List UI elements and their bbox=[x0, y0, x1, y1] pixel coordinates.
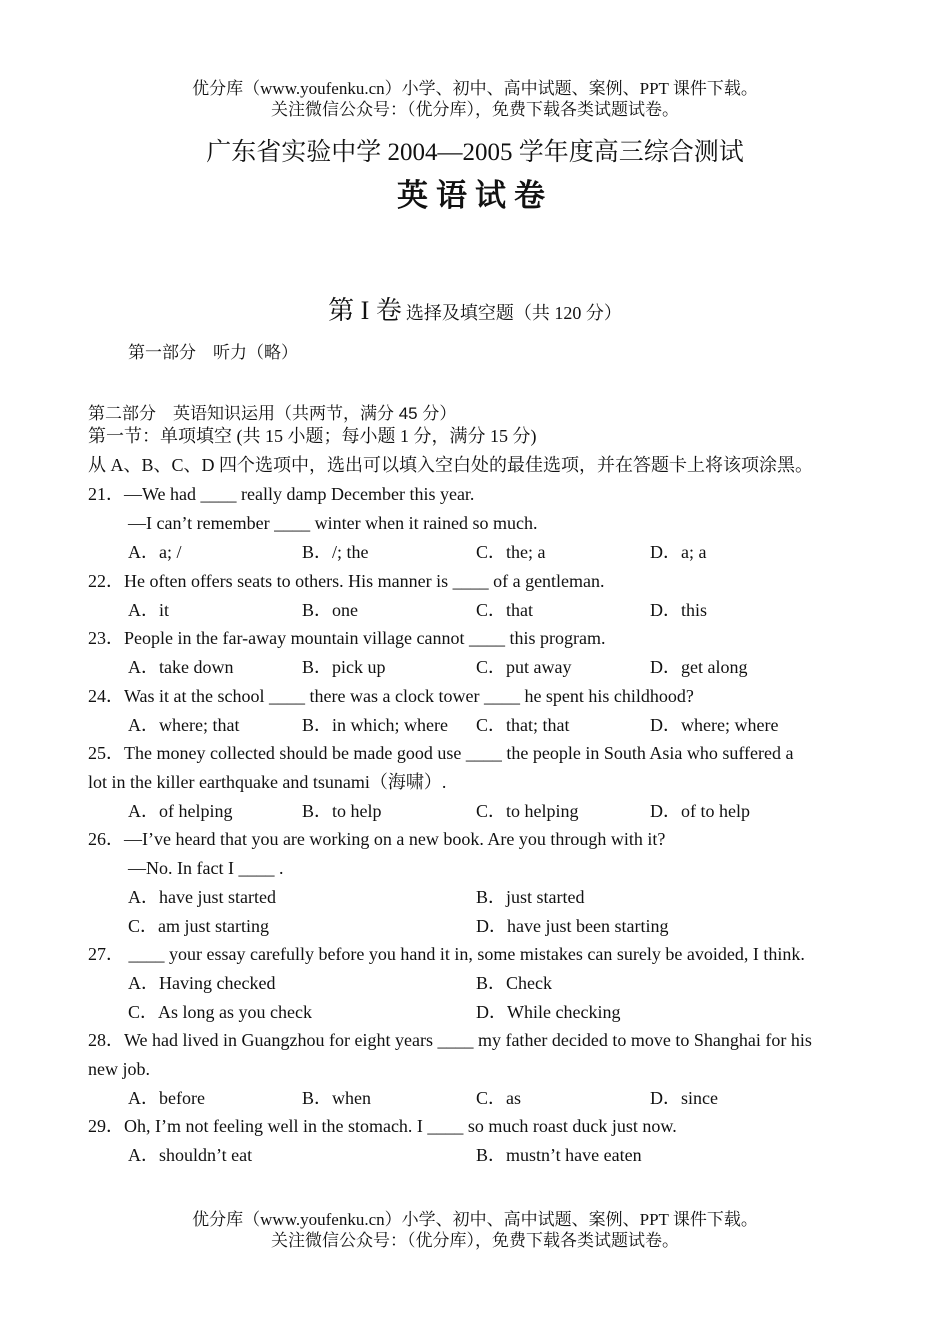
q27-option-d: D．While checking bbox=[476, 1002, 621, 1022]
q23-line1: 23．People in the far-away mountain village cannot ____ this program. bbox=[88, 628, 606, 648]
volume-label: 第 I 卷 bbox=[328, 296, 402, 325]
q25-line2: lot in the killer earthquake and tsunami（海啸）. bbox=[88, 772, 447, 792]
footer-banner-line1: 优分库（www.youfenku.cn）小学、初中、高中试题、案例、PPT 课件下载。 bbox=[192, 1210, 758, 1229]
q28-option-c: C．as bbox=[476, 1088, 521, 1108]
q23-option-d: D．get along bbox=[650, 657, 748, 677]
q24-option-b: B．in which; where bbox=[302, 715, 448, 735]
section1-heading: 第一节：单项填空 (共 15 小题；每小题 1 分，满分 15 分) bbox=[88, 426, 537, 446]
q26-option-c: C．am just starting bbox=[128, 916, 269, 936]
q28-line2: new job. bbox=[88, 1059, 150, 1079]
q22-option-a: A．it bbox=[128, 600, 170, 620]
footer-banner-line2: 关注微信公众号：（优分库），免费下载各类试题试卷。 bbox=[271, 1231, 679, 1250]
q21-option-d: D．a; a bbox=[650, 542, 707, 562]
q21-line2: —I can’t remember ____ winter when it rained so much. bbox=[128, 513, 538, 533]
volume-heading bbox=[0, 290, 950, 327]
exam-school-title: 广东省实验中学 2004—2005 学年度高三综合测试 bbox=[206, 139, 744, 166]
q25-line1: 25．The money collected should be made good use ____ the people in South Asia who suffered a bbox=[88, 743, 794, 763]
q29-option-b: B．mustn’t have eaten bbox=[476, 1145, 642, 1165]
q26-line2: —No. In fact I ____ . bbox=[128, 858, 284, 878]
q21-option-c: C．the; a bbox=[476, 542, 546, 562]
q21-line1: 21．—We had ____ really damp December this year. bbox=[88, 484, 475, 504]
q25-option-d: D．of to help bbox=[650, 801, 750, 821]
q26-option-d: D．have just been starting bbox=[476, 916, 669, 936]
part1-heading: 第一部分 听力（略） bbox=[128, 343, 298, 362]
q22-option-d: D．this bbox=[650, 600, 708, 620]
q27-line1: 27． ____ your essay carefully before you hand it in, some mistakes can surely be avoided, I think. bbox=[88, 944, 805, 964]
q24-option-c: C．that; that bbox=[476, 715, 570, 735]
q27-option-b: B．Check bbox=[476, 973, 552, 993]
q24-line1: 24．Was it at the school ____ there was a clock tower ____ he spent his childhood? bbox=[88, 686, 694, 706]
q28-option-d: D．since bbox=[650, 1088, 718, 1108]
q25-option-a: A．of helping bbox=[128, 801, 233, 821]
q22-option-b: B．one bbox=[302, 600, 358, 620]
q23-option-a: A．take down bbox=[128, 657, 234, 677]
q24-option-d: D．where; where bbox=[650, 715, 779, 735]
q26-option-b: B．just started bbox=[476, 887, 585, 907]
q25-option-c: C．to helping bbox=[476, 801, 579, 821]
part2-heading: 第二部分 英语知识运用（共两节，满分 45 分） bbox=[88, 404, 457, 423]
q21-option-a: A．a; / bbox=[128, 542, 182, 562]
q29-option-a: A．shouldn’t eat bbox=[128, 1145, 253, 1165]
q24-option-a: A．where; that bbox=[128, 715, 240, 735]
q27-option-c: C．As long as you check bbox=[128, 1002, 312, 1022]
q26-line1: 26．—I’ve heard that you are working on a new book. Are you through with it? bbox=[88, 829, 666, 849]
exam-subject-title: 英语试卷 bbox=[397, 178, 553, 213]
q23-option-b: B．pick up bbox=[302, 657, 386, 677]
q22-line1: 22．He often offers seats to others. His manner is ____ of a gentleman. bbox=[88, 571, 605, 591]
q26-option-a: A．have just started bbox=[128, 887, 276, 907]
header-banner-line1: 优分库（www.youfenku.cn）小学、初中、高中试题、案例、PPT 课件下载。 bbox=[192, 79, 758, 98]
volume-desc: 选择及填空题（共 120 分） bbox=[405, 303, 622, 323]
q25-option-b: B．to help bbox=[302, 801, 382, 821]
q28-option-a: A．before bbox=[128, 1088, 205, 1108]
q23-option-c: C．put away bbox=[476, 657, 572, 677]
header-banner bbox=[0, 78, 950, 120]
header-banner-line2: 关注微信公众号：（优分库），免费下载各类试题试卷。 bbox=[271, 100, 679, 119]
footer-banner bbox=[0, 1209, 950, 1251]
q29-line1: 29．Oh, I’m not feeling well in the stomach. I ____ so much roast duck just now. bbox=[88, 1116, 677, 1136]
q28-option-b: B．when bbox=[302, 1088, 371, 1108]
section1-instruction: 从 A、B、C、D 四个选项中，选出可以填入空白处的最佳选项，并在答题卡上将该项涂黑。 bbox=[88, 455, 814, 475]
q22-option-c: C．that bbox=[476, 600, 533, 620]
q27-option-a: A．Having checked bbox=[128, 973, 276, 993]
q21-option-b: B．/; the bbox=[302, 542, 369, 562]
q28-line1: 28．We had lived in Guangzhou for eight years ____ my father decided to move to Shanghai for his bbox=[88, 1030, 812, 1050]
